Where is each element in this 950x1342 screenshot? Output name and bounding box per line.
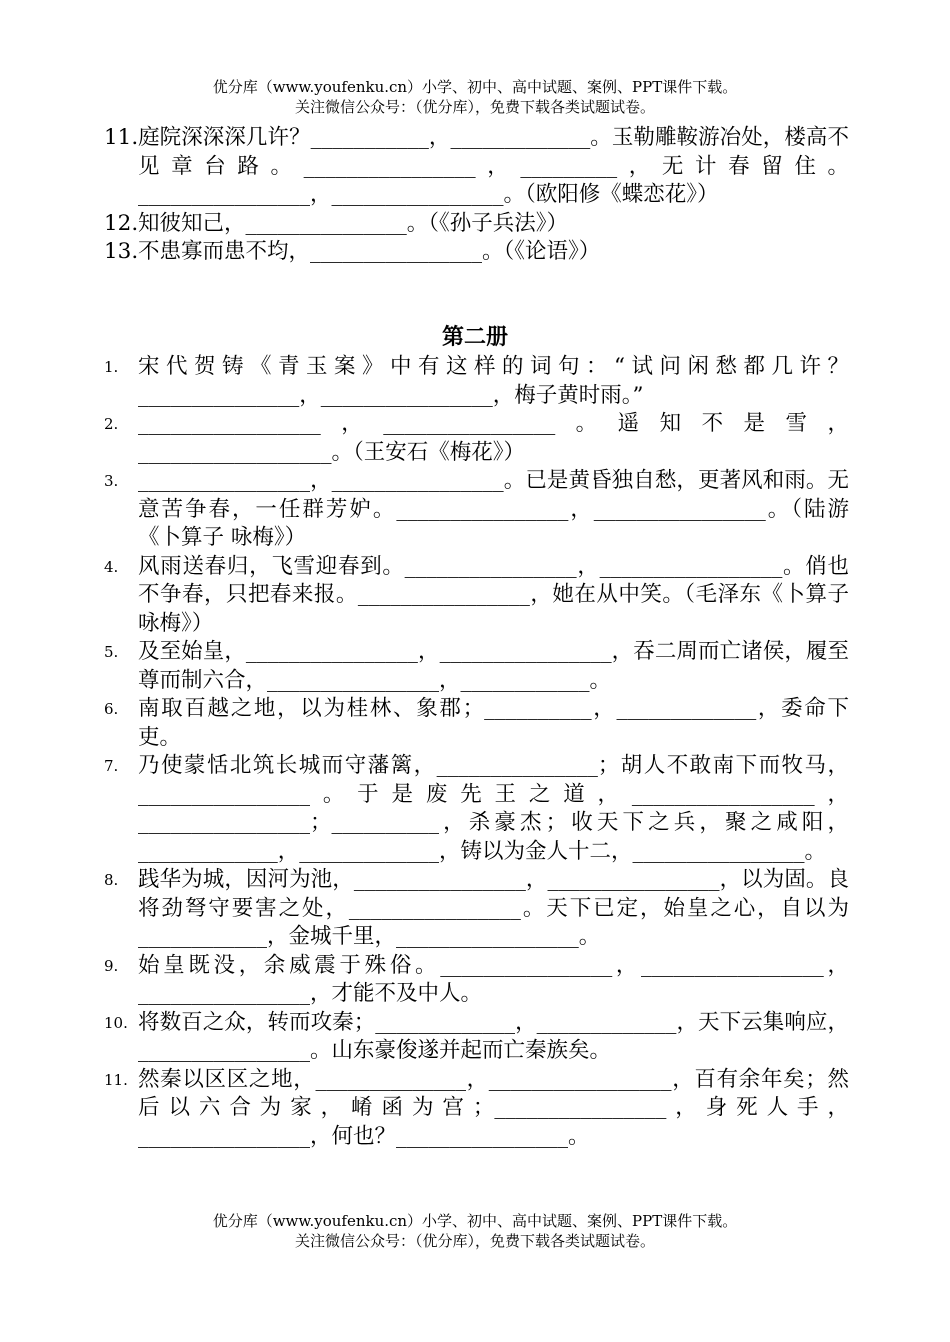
footer-line-2: 关注微信公众号：（优分库），免费下载各类试题试卷。 <box>294 1232 655 1250</box>
item-number: 6. <box>104 700 119 718</box>
section-title: 第二册 <box>441 324 508 350</box>
item-text: ________________，________________。已是黄昏独自愁，更著风和雨。无意苦争春，一任群芳妒。________________，________________。（陆游《卜算子 咏梅》） <box>138 468 849 550</box>
item-text: 不患寡而患不均，________________。（《论语》） <box>138 239 601 264</box>
item-text: 知彼知己，_______________。（《孙子兵法》） <box>138 210 569 236</box>
item-number: 2. <box>104 415 119 433</box>
header-line-2: 关注微信公众号：（优分库），免费下载各类试题试卷。 <box>294 98 655 116</box>
list-item <box>104 353 849 410</box>
header-line-1: 优分库（www.youfenku.cn）小学、初中、高中试题、案例、PPT课件下载。 <box>212 78 738 96</box>
item-text: 南取百越之地，以为桂林、象郡；__________，_____________，委命下吏。 <box>138 696 849 750</box>
page-header <box>0 77 950 117</box>
item-number: 10. <box>104 1013 128 1032</box>
list-item <box>104 866 849 952</box>
item-text: 然秦以区区之地，______________，_________________，百有余年矣；然后以六合为家，崤函为宫；________________，身死人手，________________，何也？________________。 <box>138 1066 849 1149</box>
list-item <box>104 752 849 866</box>
item-number: 7. <box>104 757 119 775</box>
section-2-items <box>104 353 849 1151</box>
list-item <box>104 467 849 553</box>
item-text: 将数百之众，转而攻秦；_____________，_____________，天下云集响应，________________。山东豪俊遂并起而亡秦族矣。 <box>138 1009 849 1063</box>
item-number: 13. <box>104 239 139 264</box>
list-item <box>104 952 849 1009</box>
item-number: 3. <box>104 472 119 490</box>
item-text: 乃使蒙恬北筑长城而守藩篱，_______________；胡人不敢南下而牧马，________________。于是废先王之道，_________________，________________；__________，杀豪杰；收天下之兵，聚之咸阳，_____________，_____________，铸以为金人十二，________________。 <box>138 753 849 864</box>
item-number: 4. <box>104 557 119 576</box>
item-number: 9. <box>104 956 119 975</box>
item-text: 始皇既没，余威震于殊俗。________________，_________________，________________，才能不及中人。 <box>138 952 849 1006</box>
footer-line-1: 优分库（www.youfenku.cn）小学、初中、高中试题、案例、PPT课件下载。 <box>212 1212 738 1230</box>
list-item <box>104 124 849 210</box>
item-number: 12. <box>104 210 139 236</box>
section-1-items <box>104 124 849 267</box>
list-item <box>104 210 849 239</box>
list-item <box>104 410 849 467</box>
list-item <box>104 638 849 695</box>
item-number: 11. <box>104 125 139 150</box>
item-number: 11. <box>104 1070 128 1089</box>
item-text: _________________，________________。遥知不是雪，__________________。（王安石《梅花》） <box>138 411 849 465</box>
item-number: 5. <box>104 643 119 661</box>
item-number: 1. <box>104 358 119 376</box>
item-number: 8. <box>104 871 119 889</box>
list-item <box>104 1009 849 1066</box>
item-text: 风雨送春归，飞雪迎春到。________________，_________________。俏也不争春，只把春来报。________________，她在从中笑。（毛泽东《卜算子 咏梅》） <box>138 553 849 636</box>
page-footer <box>0 1211 950 1251</box>
list-item <box>104 553 849 639</box>
item-text: 宋代贺铸《青玉案》中有这样的词句：“试问闲愁都几许？_______________，________________，梅子黄时雨。” <box>138 354 849 408</box>
list-item <box>104 238 849 267</box>
item-text: 及至始皇，________________，________________，吞二周而亡诸侯，履至尊而制六合，________________，____________。 <box>138 639 849 693</box>
list-item <box>104 695 849 752</box>
list-item <box>104 1066 849 1152</box>
item-text: 践华为城，因河为池，________________，________________，以为固。良将劲弩守要害之处，________________。天下已定，始皇之心，自以为____________，金城千里，_________________。 <box>138 867 849 949</box>
item-text: 庭院深深深几许？___________，_____________。玉勒雕鞍游冶处，楼高不见章台路。________________，_________，无计春留住。________________，________________。（欧阳修《蝶恋花》） <box>138 125 849 207</box>
